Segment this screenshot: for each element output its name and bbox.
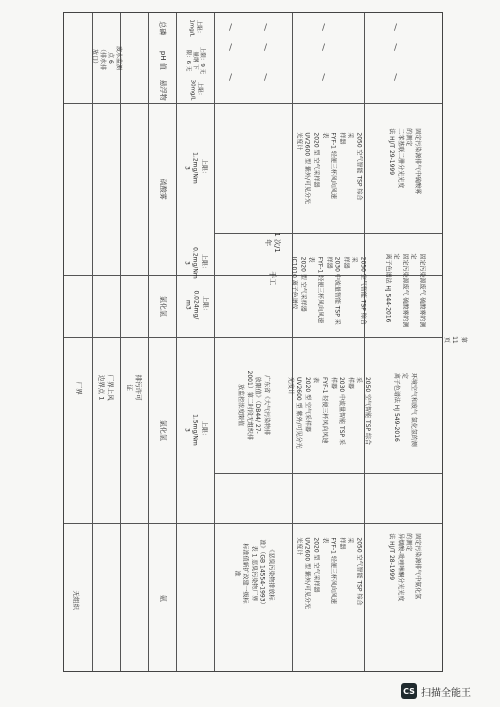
frequency: 1 次/1 年 — [264, 232, 281, 254]
pollutant-chlorine: 氯化氢 — [158, 419, 167, 441]
standard-ammonia: 《恶臭污染物排放标 准》（GB 14554-1993） 表 1 恶臭污染物厂界 标准值新扩改建一级标 准 — [233, 538, 275, 608]
limit-chlorine: 上限： 0.024mg/ m3 — [183, 290, 208, 320]
limit-ss: 上限： 30mg/L — [188, 79, 202, 101]
empty-mark: / — [394, 73, 398, 83]
method-hcl: 2050 空气智能 TSP 综合采 样器 2030 中流量智能 TSP 采样器 FYF-1 轻便三杯风向风速表 2020 型 空气采样器 IC1010 离子色谱仪 — [290, 257, 367, 326]
method-ammonia: 2050 空气智能 TSP 综合采 样器 FYF-1 轻便三杯风向风速 表 2020 型 空气采样器 UV2600 型 紫外/可见分光 光度计 — [295, 537, 363, 609]
basis-hcl: 固定污染源废气 硫酸雾的测 定 固定污染源废气 硫酸雾的测 定 离子色谱法 HJ 544-2016 — [384, 253, 426, 327]
scanner-logo-icon: CS — [401, 683, 417, 699]
empty-mark: / — [264, 73, 268, 83]
standard-hcl: 广东省《大气污染物排 放限值》（DB44/ 27- 2001）第二时段无组织排 放监控浓度限值 — [237, 370, 271, 440]
boundary-type: 厂界 — [74, 381, 83, 395]
limit-tp: 上限： 1mg/L — [188, 19, 202, 37]
mode: 手工 — [268, 271, 277, 285]
empty-mark: / — [394, 43, 398, 53]
monitoring-table — [63, 12, 443, 672]
empty-mark: / — [264, 23, 268, 33]
empty-mark: / — [264, 43, 268, 53]
pollutant-tp: 总磷 — [158, 21, 167, 35]
scanner-name: 扫描全能王 — [421, 687, 471, 699]
method-sulfuric: 2050 空气智能 TSP 综合采 样器 FYF-1 轻便三杯风向风速 表 2020 型 空气采样器 UV2600 型 紫外/可见分光 光度计 — [295, 132, 363, 204]
basis-ammonia: 固定污染源排气中氨化氢 的测定 异烟酸-吡唑啉酮分光光度 法 HJ/T 28-1999 — [388, 533, 422, 602]
empty-mark: / — [394, 23, 398, 33]
empty-mark: / — [322, 73, 326, 83]
limit-sulfuric: 上限： 1.2mg/Nm 3 — [183, 152, 208, 184]
empty-mark: / — [322, 43, 326, 53]
limit-hcl: 上限： 0.2mg/Nm 3 — [183, 247, 208, 279]
empty-mark: / — [322, 23, 326, 33]
wastewater-point: 废水监测 点 6 （排水排 放口） — [90, 45, 122, 71]
method-chlorine: 2050 空气智能 TSP 综合采 样器 2030 中流量智能 TSP 采样器 FYF-1 轻便三杯风向风速表 2020 型 空气采样器 UV2600 型 紫外/可见分光 光度计 — [286, 377, 371, 449]
pollutant-ss: 悬浮物 — [158, 79, 167, 101]
limit-ammonia: 上限： 1.5mg/Nm 3 — [183, 414, 208, 446]
scanner-watermark — [401, 682, 471, 700]
pollutant-hcl: 氯化氢 — [158, 295, 167, 317]
permit-basis: 排污许可证 — [126, 375, 143, 401]
organization-type: 无组织 — [72, 590, 81, 610]
empty-mark: / — [229, 23, 233, 33]
empty-mark: / — [229, 73, 233, 83]
basis-sulfuric: 固定污染源排气中硫酸雾 的测定 二苯基联二肼分光光度 法 HJ/T 29-1999 — [388, 128, 422, 195]
pollutant-sulfuric: 硫酸雾 — [158, 178, 167, 200]
empty-mark: / — [229, 43, 233, 53]
boundary-point: 厂界上风 边界点 1 — [98, 375, 115, 401]
pollutant-ammonia: 氨 — [158, 594, 167, 602]
page-number: 第 11 页 — [442, 336, 467, 344]
pollutant-ph: pH 值 — [158, 50, 167, 70]
basis-chlorine: 环境空气和废气 氯化氢的测 定 离子色谱法 HJ 549-2016 — [392, 373, 417, 447]
limit-ph: 上限：9 无 量纲 下 限：6 无 — [185, 46, 206, 74]
